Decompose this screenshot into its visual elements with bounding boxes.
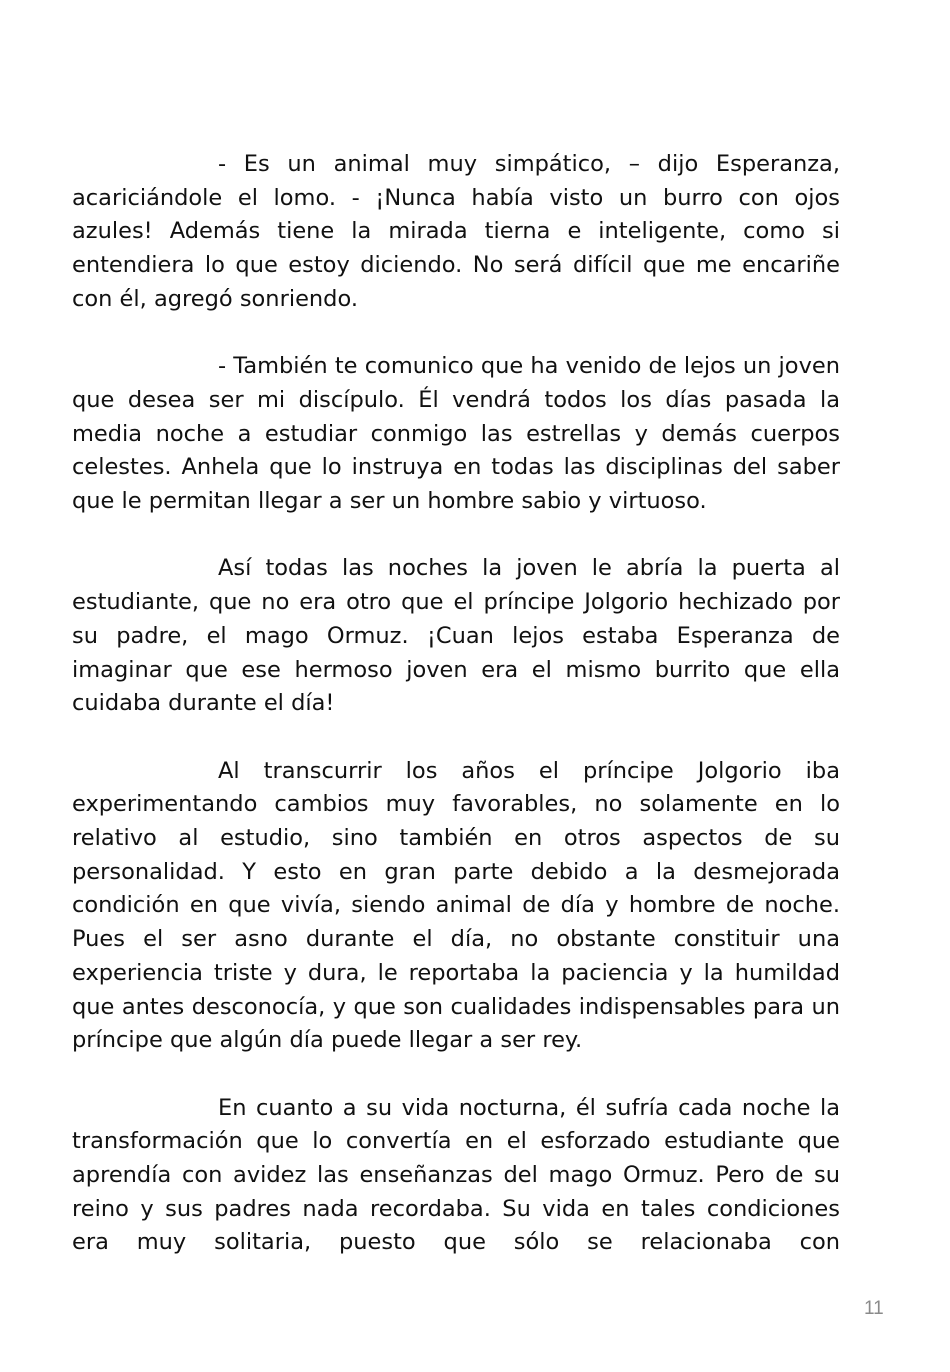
- paragraph-4: Al transcurrir los años el príncipe Jolgorio iba experimentando cambios muy favorables, no solamente en lo relativo al estudio, sino también en otros aspectos de su personalidad. Y esto en gran parte debido a la desmejorada condición en que vivía, siendo animal de día y hombre de noche. Pues el ser asno durante el día, no obstante constituir una experiencia triste y dura, le reportaba la paciencia y la humildad que antes desconocía, y que son cualidades indispensables para un príncipe que algún día puede llegar a ser rey.: [72, 757, 840, 1054]
- body-text: [72, 148, 840, 1294]
- paragraph-5: En cuanto a su vida nocturna, él sufría cada noche la transformación que lo convertía en el esforzado estudiante que aprendía con avidez las enseñanzas del mago Ormuz. Pero de su reino y sus padres nada recordaba. Su vida en tales condiciones era muy solitaria, puesto que sólo se relacionaba con: [72, 1094, 840, 1256]
- page-number: 11: [864, 1298, 884, 1319]
- paragraph-2: - También te comunico que ha venido de lejos un joven que desea ser mi discípulo. Él vendrá todos los días pasada la media noche a estudiar conmigo las estrellas y demás cuerpos celestes. Anhela que lo instruya en todas las disciplinas del saber que le permitan llegar a ser un hombre sabio y virtuoso.: [72, 353, 840, 515]
- paragraph-1: - Es un animal muy simpático, – dijo Esperanza, acariciándole el lomo. - ¡Nunca había visto un burro con ojos azules! Además tiene la mirada tierna e inteligente, como si entendiera lo que estoy diciendo. No será difícil que me encariñe con él, agregó sonriendo.: [72, 151, 840, 312]
- paragraph-3: Así todas las noches la joven le abría la puerta al estudiante, que no era otro que el príncipe Jolgorio hechizado por su padre, el mago Ormuz. ¡Cuan lejos estaba Esperanza de imaginar que ese hermoso joven era el mismo burrito que ella cuidaba durante el día!: [72, 555, 840, 717]
